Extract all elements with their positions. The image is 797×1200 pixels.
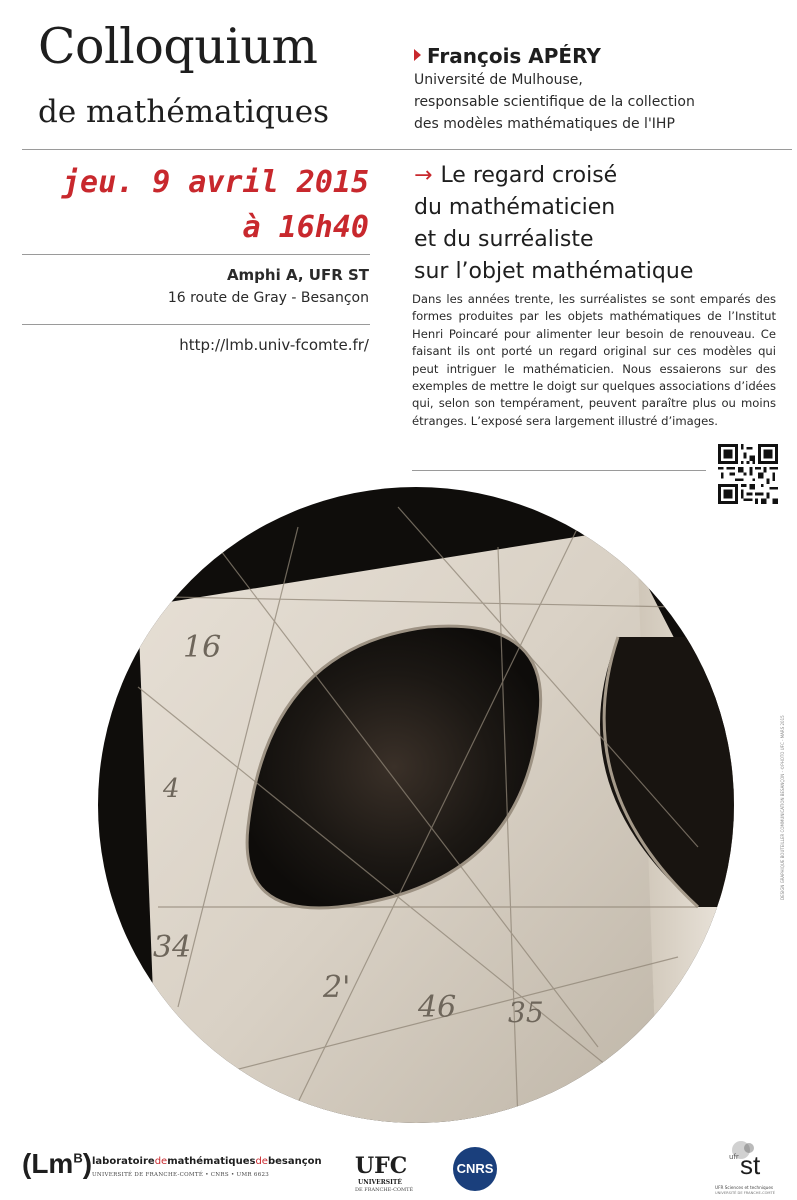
ufr-st-logo: st (740, 1150, 761, 1180)
ufc-logo: UFC (355, 1153, 408, 1179)
inscription: 4 (163, 774, 180, 804)
event-venue: Amphi A, UFR ST (226, 266, 369, 284)
qr-code-icon[interactable] (718, 444, 778, 504)
ufc-logo-subtitle: UNIVERSITÉ (358, 1179, 402, 1186)
inscription: 16 (183, 630, 222, 665)
colloquium-title: Colloquium (38, 18, 318, 75)
speaker-name-text: François APÉRY (427, 44, 601, 68)
speaker-role: responsable scientifique de la collection (414, 94, 695, 110)
lmb-logo-text: $(Lm^B)$ (22, 1148, 93, 1179)
inscription: 2' (323, 970, 351, 1005)
ufc-logo-subtitle-2: DE FRANCHE-COMTÉ (355, 1187, 414, 1193)
triangle-marker-icon (414, 49, 421, 61)
lmb-logo (22, 1148, 92, 1180)
date-divider (22, 254, 370, 255)
cnrs-logo: CNRS (453, 1147, 497, 1191)
talk-title-line-1 (414, 163, 617, 188)
talk-title-line-3: et du surréaliste (414, 227, 594, 252)
talk-abstract: Dans les années trente, les surréalistes se sont emparés des formes produites par les objets mathématiques de l’Institut Henri Poincaré pour alimenter leur besoin de renouveau. Ce faisant ils ont porté un regard original sur ces modèles qui peut intriguer le mathématicien. Nous essaierons sur des exemples de mettre le doigt sur quelques associations d’idées qui, selon son tempérament, peuvent paraître plus ou moins étranges. L’exposé sera largement illustré d’images. (412, 292, 776, 428)
design-credit: DESIGN GRAPHIQUE BOUTEILLER COMMUNICATION BESANÇON - ©PHOTO UFC - MARS 2015 (780, 715, 785, 900)
talk-title-line-2: du mathématicien (414, 195, 616, 220)
ufr-st-small-text: ufr (729, 1153, 739, 1161)
header-divider (22, 149, 792, 150)
inscription: 46 (418, 990, 457, 1025)
event-address: 16 route de Gray - Besançon (167, 290, 369, 306)
speaker-name (414, 44, 601, 68)
lab-affiliation: UNIVERSITÉ DE FRANCHE-COMTÉ • CNRS • UMR 6623 (92, 1172, 270, 1178)
event-date: jeu. 9 avril 2015 (61, 165, 369, 200)
abstract-divider (412, 470, 706, 471)
inscription: 34 (153, 930, 192, 965)
speaker-affiliation: Université de Mulhouse, (414, 72, 583, 88)
colloquium-subtitle: de mathématiques (38, 94, 330, 130)
lab-website-link[interactable]: http://lmb.univ-fcomte.fr/ (179, 336, 369, 354)
arrow-right-icon: → (414, 163, 433, 188)
ufr-st-subtitle: UFR Sciences et techniques (715, 1185, 774, 1190)
talk-title-text: Le regard croisé (440, 163, 618, 188)
inscription: 35 (508, 996, 544, 1029)
ufr-st-university: UNIVERSITÉ DE FRANCHE-COMTÉ (715, 1191, 775, 1195)
plaster-model-photo (98, 487, 734, 1123)
speaker-role-continued: des modèles mathématiques de l'IHP (414, 116, 675, 132)
venue-divider (22, 324, 370, 325)
lab-name: laboratoiredemathématiquesdebesançon (92, 1156, 322, 1167)
talk-title-line-4: sur l’objet mathématique (414, 259, 694, 284)
event-time: à 16h40 (242, 210, 369, 245)
